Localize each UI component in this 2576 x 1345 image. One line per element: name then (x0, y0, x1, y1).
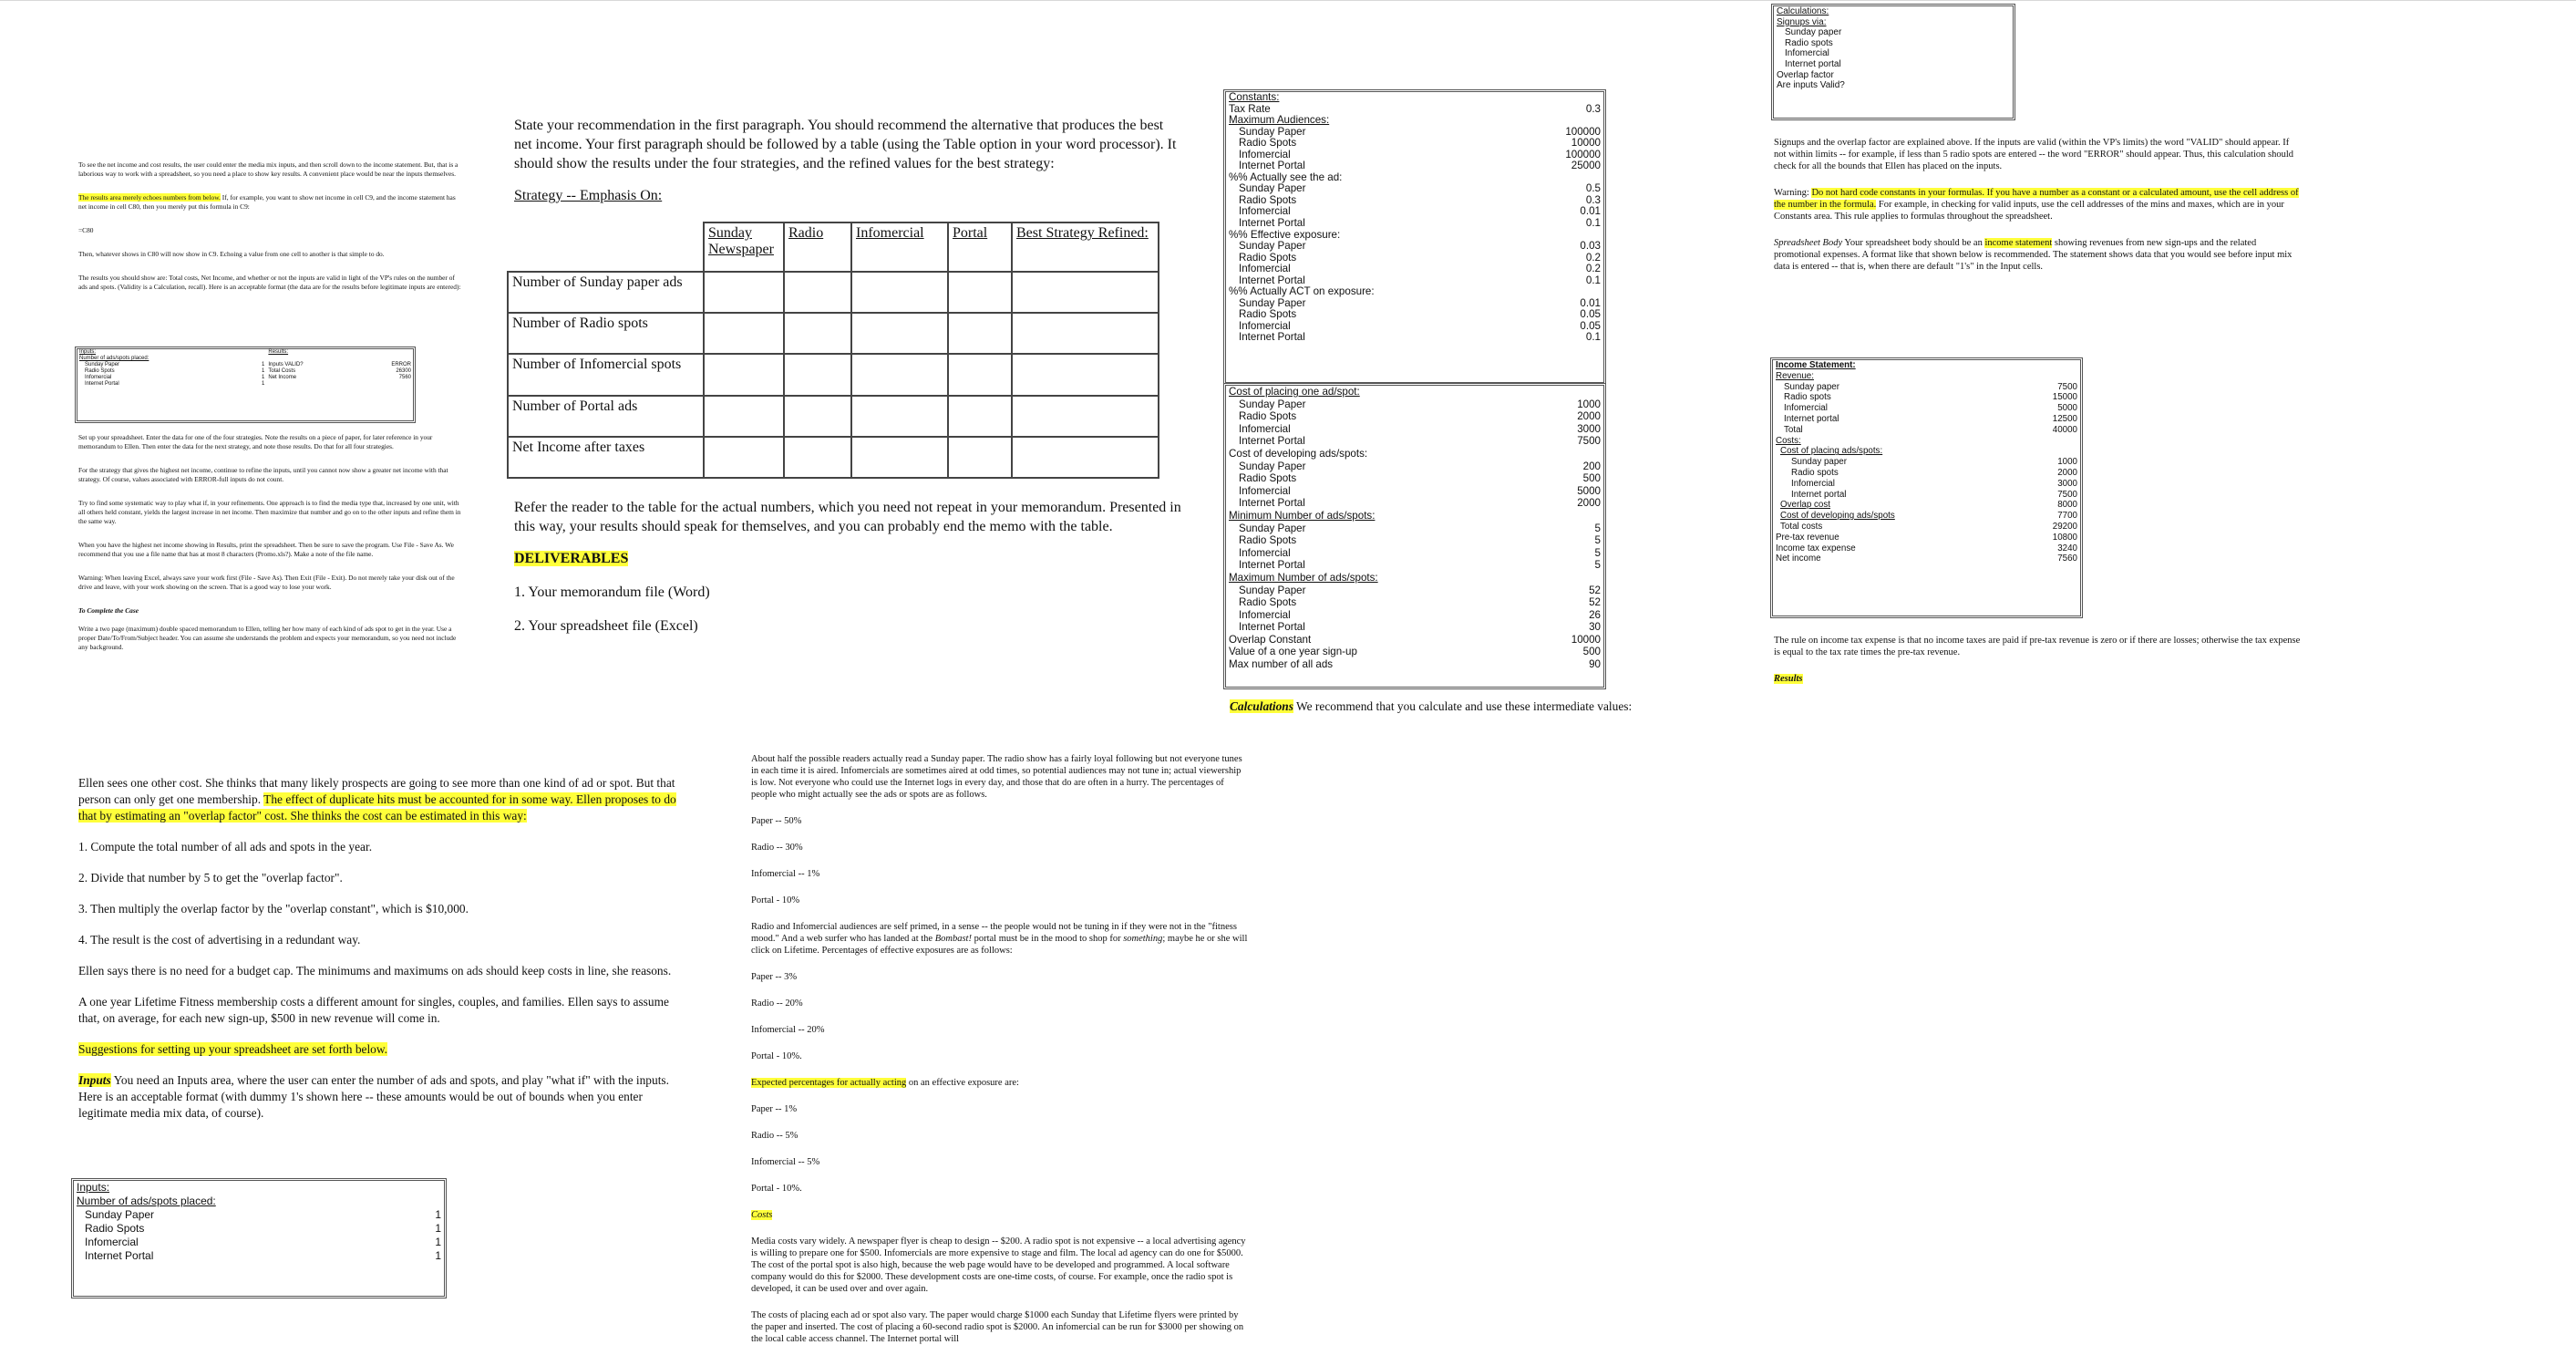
calc-sheet-row: Internet portal (1785, 58, 1841, 69)
constants-row-value: 26 (1589, 608, 1601, 621)
mini-result-value: 26300 (396, 368, 411, 374)
column-calculation-notes (1774, 137, 2303, 273)
income-row-label: Infomercial (1791, 478, 1835, 489)
primed-text-a: Radio and Infomercial audiences are self primed, in a sense -- the people would not be tuning in if they were not in the "fitness mood." And a web surfer who has landed at the (751, 922, 1237, 944)
setup-paragraph: Set up your spreadsheet. Enter the data for one of the four strategies. Note the results on a piece of paper, for later reference in your memorandum to Ellen. Then enter the data for the next strategy, and note those results. Do that for all four strategies. (78, 433, 433, 450)
income-row-label: Total (1784, 424, 1803, 435)
see-pct-paper: Paper -- 50% (751, 816, 802, 826)
income-row-value: 7500 (2057, 381, 2077, 392)
exposure-pct-infomercial: Infomercial -- 20% (751, 1025, 825, 1035)
mini-row-value: 1 (262, 375, 265, 380)
constants-row-label: Overlap Constant (1229, 633, 1312, 646)
constants-row-value: 100000 (1565, 125, 1601, 138)
constants-row-label: Value of a one year sign-up (1229, 646, 1357, 658)
constants-row (1226, 485, 1603, 498)
constants-row (1226, 559, 1603, 572)
body-text-b: showing revenues from new sign-ups and the related promotional expenses. A format like that shown below is recommended. The statement shows data that you would see before input mix data is entered -- that is, when there are default "1's" in the Input cells. (1774, 238, 2293, 272)
overlap-text: Ellen sees one other cost. She thinks that many likely prospects are going to see more than one kind of ad or spot. But that person can only get one membership. (78, 776, 675, 806)
income-tax-value: 3240 (2057, 543, 2077, 554)
mini-result-value: 7560 (398, 375, 411, 380)
strategy-header: Infomercial (851, 222, 948, 272)
costs-title (751, 1209, 1248, 1221)
constants-row-value: 7500 (1577, 435, 1601, 448)
calc-sheet-row: Radio spots (1785, 37, 1833, 48)
income-statement-sheet (1770, 357, 2083, 618)
inputs-sheet-row-label: Sunday Paper (85, 1208, 155, 1221)
suggestions-paragraph (78, 1041, 691, 1058)
income-pretax-value: 10800 (2052, 532, 2077, 543)
income-row-value: 2000 (2057, 467, 2077, 478)
constants-row-label: Infomercial (1239, 608, 1291, 621)
mini-row-value: 1 (262, 381, 265, 387)
refer-paragraph: Refer the reader to the table for the actual numbers, which you need not repeat in your memorandum. Presented in this way, your results should speak for themselves, and you can probably end the memo with the table. (514, 500, 1181, 534)
constants-row-label: Sunday Paper (1239, 584, 1306, 596)
constants-row (1226, 658, 1603, 671)
mini-result-label: Inputs VALID? (268, 362, 304, 367)
income-row-value: 15000 (2052, 392, 2077, 403)
income-tax-label: Income tax expense (1776, 543, 1856, 554)
constants-row-value: 500 (1582, 472, 1601, 485)
constants-row-label: Max number of all ads (1229, 658, 1334, 671)
deliverables-highlight: DELIVERABLES (514, 551, 629, 566)
mini-row-label: Infomercial (85, 375, 112, 380)
inputs-sheet-title: Inputs: (77, 1181, 110, 1194)
complete-case-title: To Complete the Case (78, 606, 139, 615)
constants-row-value: 30 (1589, 621, 1601, 634)
income-net-value: 7560 (2057, 554, 2077, 564)
inputs-sheet-row-value[interactable]: 1 (435, 1222, 441, 1235)
expected-text: on an effective exposure are: (906, 1078, 1019, 1088)
constants-row-label: Sunday Paper (1239, 398, 1306, 410)
strategy-header: Best Strategy Refined: (1012, 222, 1159, 272)
constants-row (1226, 547, 1603, 560)
constants-row-value: 0.05 (1580, 308, 1601, 321)
constants-row (1226, 572, 1603, 585)
constants-row-value: 0.01 (1580, 296, 1601, 309)
constants-row (1226, 497, 1603, 510)
constants-row-label: Infomercial (1239, 319, 1291, 332)
step-3: 3. Then multiply the overlap factor by the "overlap constant", which is $10,000. (78, 902, 469, 916)
constants-row-label: Internet Portal (1239, 160, 1305, 172)
constants-row (1226, 460, 1603, 473)
see-pct-radio: Radio -- 30% (751, 843, 803, 853)
act-pct-portal: Portal - 10%. (751, 1184, 802, 1194)
income-developing-label: Cost of developing ads/spots (1780, 511, 1895, 522)
mini-row-label: Radio Spots (85, 368, 115, 374)
constants-row-value: 0.1 (1585, 274, 1601, 286)
inputs-paragraph (78, 1072, 691, 1122)
warning-highlight: Do not hard code constants in your formulas. If you have a number as a constant or a calculated amount, use the cell address of the number in the formula. (1774, 188, 2299, 210)
constants-row-label: Radio Spots (1239, 251, 1297, 264)
strategy-row-label: Net Income after taxes (508, 437, 704, 478)
constants-row (1226, 448, 1603, 460)
constants-row-value: 0.1 (1585, 217, 1601, 230)
constants-row-label: Sunday Paper (1239, 240, 1306, 253)
constants-row (1226, 160, 1603, 172)
inputs-sheet-row-label: Radio Spots (85, 1222, 145, 1235)
constants-row-value: 5 (1594, 522, 1601, 534)
placing-costs-paragraph: The costs of placing each ad or spot also vary. The paper would charge $1000 each Sunday that Lifetime flyers were printed by the paper and inserted. The cost of placing a 60-second radio spot is $2000. An infomercial can be run for $3000 per showing on the local cable access channel. The Internet portal will (751, 1310, 1244, 1344)
constants-row-label: Infomercial (1239, 422, 1291, 435)
column-audience-costs (751, 753, 1248, 1345)
constants-row-value: 2000 (1577, 497, 1601, 510)
strategy-table (507, 222, 1159, 479)
constants-row-label: Cost of developing ads/spots: (1229, 447, 1368, 460)
primed-italic: Bombast! (934, 934, 972, 944)
results-title (1774, 673, 2303, 685)
audience-paragraph: About half the possible readers actually read a Sunday paper. The radio show has a fairly loyal following but not everyone tunes in each time it is aired. Infomercials are sometimes aired at odd times, so potential audiences may not tune in; actual viewership is low. Not everyone who could use the Internet logs in every day, and those that do are often in a hurry. The percentages of people who might actually see the ads or spots are as follows. (751, 754, 1242, 800)
mini-row-value: 1 (262, 362, 265, 367)
constants-row-label: Sunday Paper (1239, 522, 1306, 534)
calculations-text: We recommend that you calculate and use these intermediate values: (1293, 699, 1633, 713)
constants-row-value (1523, 115, 1603, 127)
constants-row (1226, 534, 1603, 547)
act-pct-paper: Paper -- 1% (751, 1104, 798, 1114)
constants-row-label: Radio Spots (1239, 472, 1297, 485)
body-text-a: Your spreadsheet body should be an (1842, 238, 1985, 248)
exposure-pct-radio: Radio -- 20% (751, 998, 803, 1009)
best-strategy-paragraph: For the strategy that gives the highest net income, continue to refine the inputs, until you cannot now show a greater net income with that strategy. Of course, values associated with ERROR-full inputs do not count. (78, 466, 448, 483)
see-pct-portal: Portal - 10% (751, 895, 800, 905)
step-2: 2. Divide that number by 5 to get the "overlap factor". (78, 871, 343, 885)
recommendation-paragraph: State your recommendation in the first paragraph. You should recommend the alternative that produces the best net income. Your first paragraph should be followed by a table (using the Table option in your word processor). It should show the results under the four strategies, and the refined values for the best strategy: (514, 118, 1177, 171)
expected-highlight: Expected percentages for actually acting (751, 1078, 907, 1088)
deliverable-1: 1. Your memorandum file (Word) (514, 585, 710, 600)
results-title-highlight: Results (1774, 674, 1803, 684)
constants-row-value: 5000 (1577, 484, 1601, 497)
inputs-sheet-subtitle: Number of ads/spots placed: (77, 1195, 216, 1207)
constants-row-label: Infomercial (1239, 263, 1291, 275)
deliverables-title (514, 549, 1184, 568)
calculations-title: Calculations (1230, 699, 1293, 713)
constants-sheet (1223, 89, 1606, 385)
inputs-sheet-row-value[interactable]: 1 (435, 1208, 441, 1221)
inputs-sheet-row-value[interactable]: 1 (435, 1249, 441, 1262)
constants-row (1226, 435, 1603, 448)
constants-row (1226, 115, 1603, 127)
act-pct-infomercial: Infomercial -- 5% (751, 1157, 820, 1167)
constants-row (1226, 634, 1603, 647)
income-row-label: Sunday paper (1791, 457, 1848, 468)
constants-row-value (1523, 286, 1603, 298)
inputs-sheet (71, 1178, 447, 1298)
income-costs-label: Costs: (1776, 435, 1801, 446)
strategy-row-label: Number of Infomercial spots (508, 354, 704, 395)
income-total-costs-value: 29200 (2052, 521, 2077, 532)
constants-row-value: 52 (1589, 596, 1601, 609)
constants-row-value: 5 (1594, 559, 1601, 572)
warning-text: For example, in checking for valid inputs, use the cell addresses of the mins and maxes, which are in your Constants area. This rule applies to formulas throughout the spreadsheet. (1774, 200, 2284, 222)
constants-row-label: Internet Portal (1239, 331, 1305, 344)
warning-label: Warning: (1774, 188, 1812, 198)
expected-paragraph (751, 1077, 1248, 1089)
income-row-value: 40000 (2052, 424, 2077, 435)
constants-row-value: 10000 (1571, 633, 1601, 646)
constants-row (1226, 386, 1603, 398)
column-deliverables (514, 498, 1184, 636)
income-overlap-label: Overlap cost (1780, 500, 1830, 511)
save-paragraph: When you have the highest net income showing in Results, print the spreadsheet. Then be sure to save the program. Use File - Save As. We recommend that you use a file name that has at most 8 characters (Promo.xls?). Make a note of the file name. (78, 541, 454, 558)
systematic-paragraph: Try to find some systematic way to play what if, in your refinements. One approach is to find the media type that, increased by one unit, with all others held constant, yields the largest increase in net income. Then maximize that number and go on to the other inputs and refine them in the same way. (78, 499, 461, 525)
constants-row-label: Radio Spots (1239, 308, 1297, 321)
deliverable-2: 2. Your spreadsheet file (Excel) (514, 618, 698, 634)
primed-paragraph (751, 921, 1248, 957)
constants-row-value: 5 (1594, 546, 1601, 559)
income-developing-value: 7700 (2057, 511, 2077, 522)
mini-row-value: 1 (262, 368, 265, 374)
constants-row-label: %% Actually see the ad: (1229, 171, 1343, 183)
income-revenue-label: Revenue: (1776, 370, 1814, 381)
income-row-label: Internet portal (1791, 489, 1847, 500)
calc-sheet-row: Infomercial (1785, 48, 1829, 59)
primed-text-b: portal must be in the mood to shop for (971, 934, 1124, 944)
constants-row (1226, 423, 1603, 436)
calc-sheet-overlap: Overlap factor (1777, 69, 1834, 80)
constants-row-label: Internet Portal (1239, 217, 1305, 230)
page-top-rule (0, 0, 2576, 1)
results-echo-text: If, for example, you want to show net income in cell C9, and the income statement has net income in cell C80, then you merely put this formula in C9: (78, 193, 456, 211)
constants-row-label: Infomercial (1239, 205, 1291, 218)
spreadsheet-body-paragraph (1774, 237, 2303, 273)
constants-row-label: Tax Rate (1229, 102, 1271, 115)
calc-sheet-valid: Are inputs Valid? (1777, 80, 1845, 91)
column-memo-instructions (514, 116, 1184, 205)
strategy-row-label: Number of Portal ads (508, 396, 704, 437)
income-total-costs-label: Total costs (1780, 521, 1823, 532)
mini-row-label: Internet Portal (85, 381, 119, 387)
results-echo-paragraph (78, 193, 461, 212)
constants-row-value: 2000 (1577, 410, 1601, 423)
constants-row-value: 5 (1594, 534, 1601, 547)
membership-paragraph: A one year Lifetime Fitness membership costs a different amount for singles, couples, and families. Ellen says to assume that, on average, for each new sign-up, $500 in new revenue will come in. (78, 995, 669, 1025)
tax-rule-paragraph: The rule on income tax expense is that no income taxes are paid if pre-tax revenue is zero or if there are losses; otherwise the tax expense is equal to the tax rate times the pre-tax revenue. (1774, 636, 2301, 657)
constants-row-value: 500 (1582, 646, 1601, 658)
constants-row-label: Maximum Number of ads/spots: (1229, 571, 1378, 584)
constants-row-label: %% Actually ACT on exposure: (1229, 285, 1375, 298)
inputs-text: You need an Inputs area, where the user can enter the number of ads and spots, and play "what if" with the inputs. Here is an acceptable format (with dummy 1's shown here -- these amounts would be out of bounds when you enter legitimate media mix data, of course). (78, 1073, 669, 1120)
constants-row (1226, 585, 1603, 597)
income-row-label: Radio spots (1791, 467, 1839, 478)
inputs-title: Inputs (78, 1073, 111, 1087)
income-row-value: 1000 (2057, 457, 2077, 468)
constants-row (1226, 472, 1603, 485)
constants-row-label: Cost of placing one ad/spot: (1229, 386, 1360, 398)
column-setup-instructions (78, 433, 461, 652)
constants-row-value: 0.2 (1585, 251, 1601, 264)
mini-result-label: Net Income (268, 375, 297, 380)
calc-sheet-row: Sunday paper (1785, 27, 1842, 38)
calc-sheet-subtitle: Signups via: (1777, 16, 1827, 27)
column-overlap-inputs (78, 775, 691, 1122)
constants-row-value: 100000 (1565, 148, 1601, 160)
income-row-value: 7500 (2057, 489, 2077, 500)
step-1: 1. Compute the total number of all ads and spots in the year. (78, 840, 373, 854)
constants-row-label: Internet Portal (1239, 274, 1305, 286)
constants-row-label: Radio Spots (1239, 534, 1297, 547)
intro-paragraph: To see the net income and cost results, the user could enter the media mix inputs, and then scroll down to the income statement. But, that is a laborious way to work with a spreadsheet, so you need a place to show key results. A convenient place would be near the inputs themselves. (78, 160, 459, 178)
inputs-sheet-row-label: Internet Portal (85, 1249, 154, 1262)
constants-title: Constants: (1229, 91, 1280, 103)
constants-row-label: Sunday Paper (1239, 125, 1306, 138)
income-placing-label: Cost of placing ads/spots: (1780, 446, 1883, 457)
strategy-header: Sunday Newspaper (704, 222, 784, 272)
constants-row (1226, 218, 1603, 230)
inputs-sheet-row-value[interactable]: 1 (435, 1236, 441, 1248)
constants-row-value: 52 (1589, 584, 1601, 596)
constants-row (1226, 286, 1603, 298)
strategy-row-label: Number of Radio spots (508, 313, 704, 354)
strategy-label: Strategy -- Emphasis On: (514, 188, 663, 203)
constants-row (1226, 621, 1603, 634)
inputs-sheet-row-label: Infomercial (85, 1236, 139, 1248)
constants-row-label: Minimum Number of ads/spots: (1229, 509, 1376, 522)
complete-case-paragraph: Write a two page (maximum) double spaced memorandum to Ellen, telling her how many of each kind of ads spot to get in the year. Use a proper Date/To/From/Subject header. You can assume she understands the problem and expects your memorandum, so you need not include any background. (78, 625, 457, 651)
constants-row-label: Radio Spots (1239, 193, 1297, 206)
calculations-intro (1230, 698, 1740, 715)
constants-row-value: 0.3 (1585, 102, 1601, 115)
constants-row-value: 1000 (1577, 398, 1601, 410)
income-pretax-label: Pre-tax revenue (1776, 532, 1839, 543)
constants-row-label: Infomercial (1239, 546, 1291, 559)
constants-row-value (1534, 572, 1603, 585)
exposure-pct-portal: Portal - 10%. (751, 1051, 802, 1061)
costs-title-highlight: Costs (751, 1210, 773, 1220)
constants-row-value: 0.2 (1585, 263, 1601, 275)
constants-row-label: Sunday Paper (1239, 460, 1306, 472)
income-row-label: Infomercial (1784, 403, 1828, 414)
income-row-value: 3000 (2057, 478, 2077, 489)
constants-row-label: Internet Portal (1239, 497, 1305, 510)
results-echo-highlight: The results area merely echoes numbers from below. (78, 193, 221, 202)
income-row-value: 12500 (2052, 413, 2077, 424)
constants-row-label: Radio Spots (1239, 410, 1297, 423)
constants-row-label: Infomercial (1239, 484, 1291, 497)
mini-results-sheet (75, 347, 416, 423)
constants-row (1226, 410, 1603, 423)
constants-row-value: 0.3 (1585, 193, 1601, 206)
constants-row-value: 25000 (1571, 160, 1601, 172)
constants-row (1226, 138, 1603, 150)
body-highlight: income statement (1984, 238, 2053, 248)
mini-results-label: Results: (268, 349, 289, 355)
exposure-pct-paper: Paper -- 3% (751, 972, 798, 982)
constants-row-value: 90 (1589, 658, 1601, 671)
hard-code-warning-paragraph (1774, 187, 2303, 222)
strategy-header: Radio (784, 222, 851, 272)
constants-row-label: Sunday Paper (1239, 182, 1306, 195)
constants-row-label: %% Effective exposure: (1229, 228, 1341, 241)
suggestions-highlight: Suggestions for setting up your spreadsheet are set forth below. (78, 1042, 388, 1056)
constants-row-value: 10000 (1571, 137, 1601, 150)
constants-row-value: 0.1 (1585, 331, 1601, 344)
calculations-sheet (1771, 4, 2015, 120)
constants-row-value (1534, 510, 1603, 522)
constants-row-value (1534, 386, 1603, 398)
income-row-label: Sunday paper (1784, 381, 1840, 392)
constants-row (1226, 609, 1603, 622)
constants-row-label: Radio Spots (1239, 137, 1297, 150)
constants-row-label: Sunday Paper (1239, 296, 1306, 309)
constants-row-label: Infomercial (1239, 148, 1291, 160)
calc-sheet-title: Calculations: (1777, 6, 1829, 16)
media-costs-paragraph: Media costs vary widely. A newspaper flyer is cheap to design -- $200. A radio spot is not expensive -- a local advertising agency is willing to prepare one for $500. Infomercials are more expensive to stage and film. The local ad agency can do one for $5000. The cost of the portal spot is also high, because the web page would have to be developed and programmed. A local software company would do this for $2000. These development costs are one-time costs, of course. For example, once the radio spot is developed, it can be used over and over again. (751, 1236, 1246, 1294)
constants-row (1226, 398, 1603, 411)
strategy-header: Portal (948, 222, 1012, 272)
constants-row (1226, 332, 1603, 344)
constants-row-label: Internet Portal (1239, 435, 1305, 448)
mini-row-label: Sunday Paper (85, 362, 120, 367)
constants-row (1226, 596, 1603, 609)
primed-text-c: ; maybe he or she will click on Lifetime. Percentages of effective exposures are as follows: (751, 934, 1248, 956)
step-4: 4. The result is the cost of advertising in a redundant way. (78, 933, 361, 947)
body-title: Spreadsheet Body (1774, 238, 1843, 248)
income-row-label: Internet portal (1784, 413, 1839, 424)
income-row-label: Radio spots (1784, 392, 1831, 403)
constants-row-label: Maximum Audiences: (1229, 114, 1330, 127)
strategy-row-label: Number of Sunday paper ads (508, 272, 704, 313)
budget-cap-paragraph: Ellen says there is no need for a budget cap. The minimums and maximums on ads should keep costs in line, she reasons. (78, 964, 672, 978)
income-title: Income Statement: (1776, 360, 1856, 370)
constants-row-value: 0.05 (1580, 319, 1601, 332)
constants-row (1226, 510, 1603, 522)
mini-result-label: Total Costs (268, 368, 296, 374)
constants-row-label: Radio Spots (1239, 596, 1297, 609)
column-tax-rule (1774, 635, 2303, 685)
constants-row-value: 0.01 (1580, 205, 1601, 218)
mini-result-value: ERROR (391, 362, 411, 367)
formula-text: =C80 (78, 226, 94, 234)
see-pct-infomercial: Infomercial -- 1% (751, 869, 820, 879)
constants-row-label: Internet Portal (1239, 559, 1305, 572)
constants-row-label: Internet Portal (1239, 621, 1305, 634)
constants-row (1226, 264, 1603, 275)
overlap-highlight: The effect of duplicate hits must be accounted for in some way. Ellen proposes to do that by estimating an "overlap factor" cost. She thinks the cost can be estimated in this way: (78, 792, 676, 823)
mini-ads-label: Number of ads/spots placed: (79, 356, 149, 361)
constants-row-value (1534, 448, 1603, 460)
constants-row (1226, 522, 1603, 535)
constants-row-value: 0.03 (1580, 240, 1601, 253)
primed-italic-2: something (1123, 934, 1163, 944)
constants-sheet-lower (1223, 383, 1606, 689)
results-to-show-paragraph: The results you should show are: Total costs, Net Income, and whether or not the inputs are valid in light of the VP's rules on the number of ads and spots. (Validity is a Calculation, recall). Here is an acceptable format (the data are for the results before legitimate inputs are entered): (78, 274, 461, 291)
excel-warning-paragraph: Warning: When leaving Excel, always save your work first (File - Save As). Then Exit (File - Exit). Do not merely take your disk out of the drive and leave, with your work showing on the screen. That is a good way to lose your work. (78, 574, 455, 591)
mini-inputs-label: Inputs: (79, 349, 97, 355)
income-overlap-value: 8000 (2057, 500, 2077, 511)
overlap-paragraph (78, 775, 691, 824)
echo-simple-paragraph: Then, whatever shows in C80 will now show in C9. Echoing a value from one cell to another is that simple to do. (78, 250, 385, 258)
constants-row-value: 3000 (1577, 422, 1601, 435)
act-pct-radio: Radio -- 5% (751, 1131, 799, 1141)
income-row-value: 5000 (2057, 403, 2077, 414)
constants-row-value: 200 (1582, 460, 1601, 472)
constants-row-value: 0.5 (1585, 182, 1601, 195)
constants-row (1226, 646, 1603, 658)
constants-row (1226, 241, 1603, 253)
column-results-instructions (78, 160, 461, 292)
income-net-label: Net income (1776, 554, 1821, 564)
signups-paragraph: Signups and the overlap factor are explained above. If the inputs are valid (within the VP's limits) the word "VALID" should appear. If not within limits -- for example, if less than 5 radio spots are entered -- the word "ERROR" should appear. Thus, this calculation should check for all the bounds that Ellen has placed on the inputs. (1774, 138, 2294, 171)
